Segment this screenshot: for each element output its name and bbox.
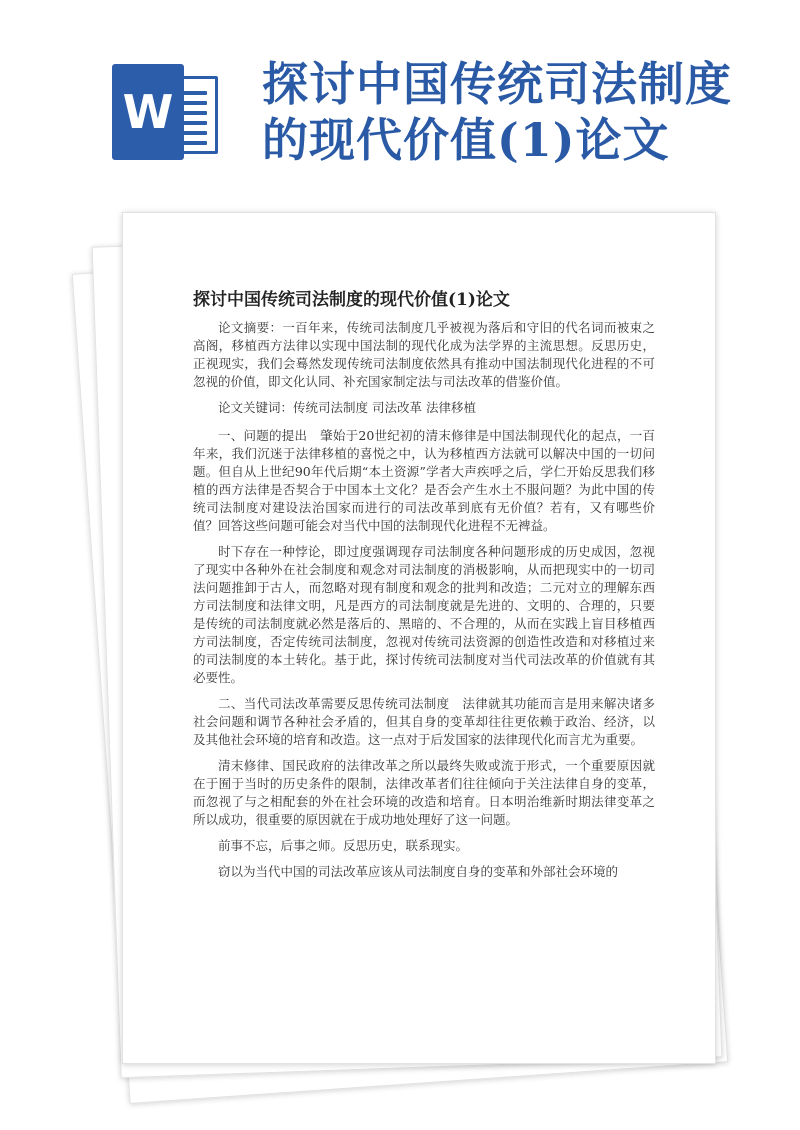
header-title <box>262 56 782 168</box>
word-letter-badge: W <box>112 64 184 160</box>
body-paragraph: 时下存在一种悖论，即过度强调现存司法制度各种问题形成的历史成因，忽视了现实中各种外在社会制度和观念对司法制度的消极影响，从而把现实中的一切司法问题推卸于古人，而忽略对现有制度和观念的批判和改造；二元对立的理解东西方司法制度和法律文明，凡是西方的司法制度就是先进的、文明的、合理的，只要是传统的司法制度就必然是落后的、黑暗的、不合理的，从而在实践上盲目移植西方司法制度，否定传统司法制度，忽视对传统司法资源的创造性改造和对移植过来的司法制度的本土转化。基于此，探讨传统司法制度对当代司法改革的价值就有其必要性。 <box>193 544 655 685</box>
header-banner <box>0 0 800 200</box>
abstract-paragraph: 论文摘要：一百年来，传统司法制度几乎被视为落后和守旧的代名词而被束之高阁，移植西方法律以实现中国法制的现代化成为法学界的主流思想。反思历史，正视现实，我们会蓦然发现传统司法制度依然具有推动中国法制现代化进程的不可忽视的价值，即文化认同、补充国家制定法与司法改革的借鉴价值。 <box>193 320 655 389</box>
body-paragraph: 前事不忘，后事之师。反思历史，联系现实。 <box>218 838 469 853</box>
body-paragraph: 二、当代司法改革需要反思传统司法制度 法律就其功能而言是用来解决诸多社会问题和调节各种社会矛盾的，但其自身的变革却往往更依赖于政治、经济，以及其他社会环境的培育和改造。这一点对于后发国家的法律现代化而言尤为重要。 <box>193 696 655 747</box>
body-paragraph: 窃以为当代中国的司法改革应该从司法制度自身的变革和外部社会环境的 <box>218 864 619 879</box>
document-title: 探讨中国传统司法制度的现代价值(1)论文 <box>193 290 510 310</box>
header-title-line2: 的现代价值(1)论文 <box>262 113 670 167</box>
word-document-icon <box>112 64 224 160</box>
body-paragraph: 一、问题的提出 肇始于20世纪初的清末修律是中国法制现代化的起点，一百年来，我们沉迷于法律移植的喜悦之中，认为移植西方法就可以解决中国的一切问题。但自从上世纪90年代后期“本土资源”学者大声疾呼之后，学仁开始反思我们移植的西方法律是否契合于中国本土文化？是否会产生水土不服问题？为此中国的传统司法制度对建设法治国家而进行的司法改革到底有无价值？若有，又有哪些价值？回答这些问题可能会对当代中国的法制现代化进程不无裨益。 <box>193 428 655 533</box>
body-paragraph: 清末修律、国民政府的法律改革之所以最终失败或流于形式，一个重要原因就在于囿于当时的历史条件的限制，法律改革者们往往倾向于关注法律自身的变革，而忽视了与之相配套的外在社会环境的改造和培育。日本明治维新时期法律变革之所以成功，很重要的原因就在于成功地处理好了这一问题。 <box>193 758 655 827</box>
document-page <box>122 212 716 1064</box>
keywords-paragraph: 论文关键词：传统司法制度 司法改革 法律移植 <box>218 400 476 415</box>
header-title-line1: 探讨中国传统司法制度 <box>262 57 732 111</box>
document-body <box>193 319 655 889</box>
